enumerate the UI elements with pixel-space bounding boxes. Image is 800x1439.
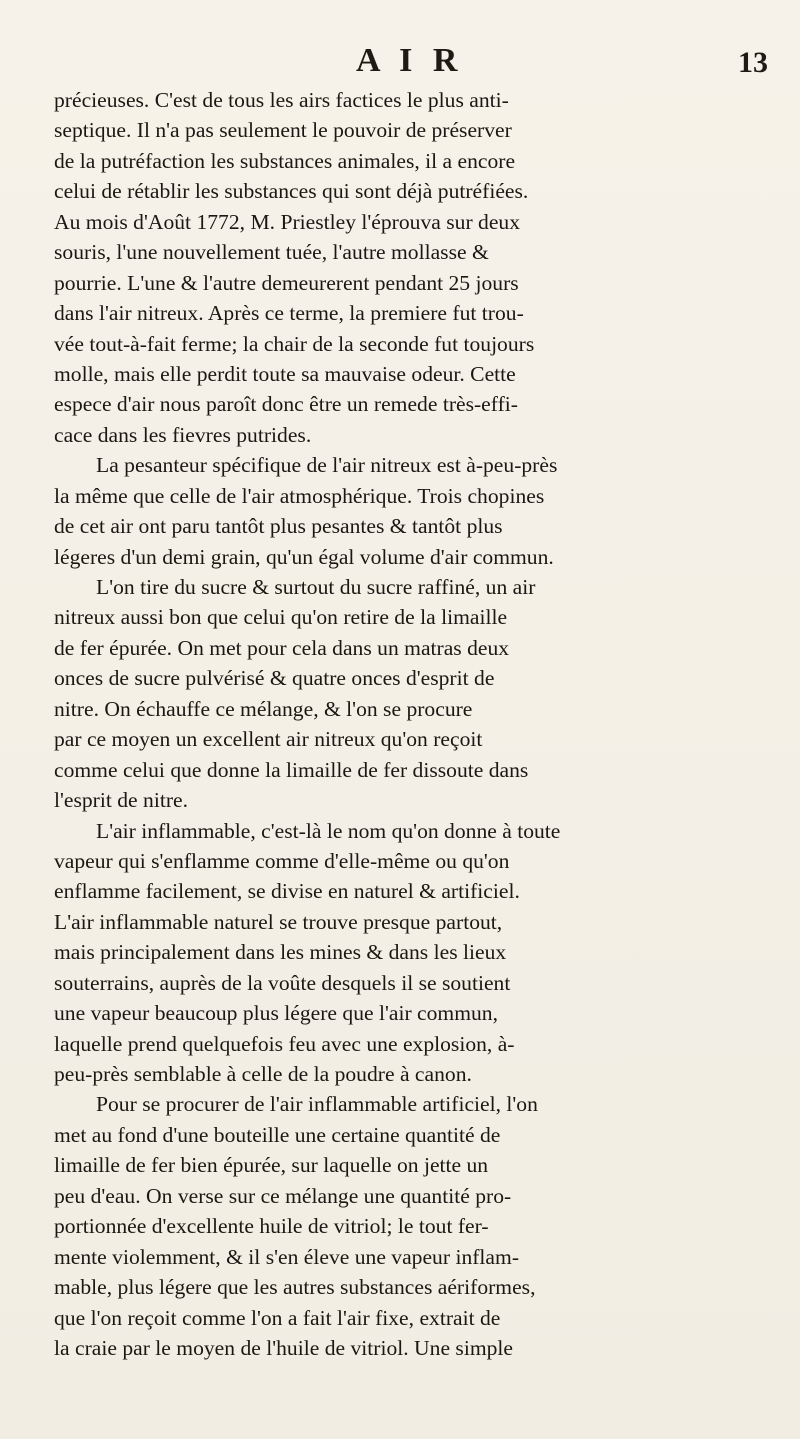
text-line: légeres d'un demi grain, qu'un égal volume d'air commun. <box>54 544 554 569</box>
text-line: pourrie. L'une & l'autre demeurerent pendant 25 jours <box>54 270 519 295</box>
text-line: la même que celle de l'air atmosphérique. Trois chopines <box>54 483 545 508</box>
paragraph-start-line: Pour se procurer de l'air inflammable artificiel, l'on <box>96 1092 538 1117</box>
text-line: met au fond d'une bouteille une certaine quantité de <box>54 1122 501 1147</box>
text-line: par ce moyen un excellent air nitreux qu'on reçoit <box>54 727 483 752</box>
text-line: souterrains, auprès de la voûte desquels il se soutient <box>54 970 511 995</box>
text-line: précieuses. C'est de tous les airs factices le plus anti- <box>54 88 509 112</box>
text-line: peu-près semblable à celle de la poudre à canon. <box>54 1062 472 1086</box>
body-text <box>54 85 766 1363</box>
text-line: dans l'air nitreux. Après ce terme, la premiere fut trou- <box>54 301 524 326</box>
text-line: Au mois d'Août 1772, M. Priestley l'éprouva sur deux <box>54 209 521 234</box>
text-line: de fer épurée. On met pour cela dans un matras deux <box>54 635 510 660</box>
text-line: de cet air ont paru tantôt plus pesantes & tantôt plus <box>54 514 503 539</box>
text-line: nitreux aussi bon que celui qu'on retire de la limaille <box>54 605 508 630</box>
text-line: celui de rétablir les substances qui sont déjà putréfiées. <box>54 179 529 204</box>
running-title: A I R <box>356 42 464 79</box>
text-line: mente violemment, & il s'en éleve une vapeur inflam- <box>54 1244 520 1269</box>
text-line: que l'on reçoit comme l'on a fait l'air fixe, extrait de <box>54 1305 501 1330</box>
text-line: l'esprit de nitre. <box>54 788 189 813</box>
running-head <box>0 42 800 82</box>
text-line: onces de sucre pulvérisé & quatre onces d'esprit de <box>54 666 495 691</box>
text-line: limaille de fer bien épurée, sur laquelle on jette un <box>54 1153 489 1178</box>
text-line: la craie par le moyen de l'huile de vitriol. Une simple <box>54 1335 514 1360</box>
text-line: septique. Il n'a pas seulement le pouvoir de préserver <box>54 118 512 143</box>
page-number: 13 <box>738 46 768 79</box>
text-line: laquelle prend quelquefois feu avec une explosion, à- <box>54 1031 515 1056</box>
text-line: molle, mais elle perdit toute sa mauvaise odeur. Cette <box>54 361 516 386</box>
text-line: espece d'air nous paroît donc être un remede très-effi- <box>54 392 518 417</box>
text-line: souris, l'une nouvellement tuée, l'autre mollasse & <box>54 240 489 265</box>
text-line: portionnée d'excellente huile de vitriol; le tout fer- <box>54 1214 489 1239</box>
text-line: peu d'eau. On verse sur ce mélange une quantité pro- <box>54 1183 512 1208</box>
text-line: enflamme facilement, se divise en naturel & artificiel. <box>54 879 520 904</box>
text-line: nitre. On échauffe ce mélange, & l'on se procure <box>54 696 473 721</box>
text-line: de la putréfaction les substances animales, il a encore <box>54 148 516 173</box>
paragraph-start-line: L'on tire du sucre & surtout du sucre raffiné, un air <box>96 575 536 599</box>
text-line: mable, plus légere que les autres substances aériformes, <box>54 1275 536 1300</box>
paragraph-start-line: L'air inflammable, c'est-là le nom qu'on donne à toute <box>96 818 561 843</box>
text-line: une vapeur beaucoup plus légere que l'air commun, <box>54 1001 499 1026</box>
paragraph-start-line: La pesanteur spécifique de l'air nitreux est à-peu-près <box>96 453 558 478</box>
text-line: vapeur qui s'enflamme comme d'elle-même ou qu'on <box>54 848 510 873</box>
text-line: cace dans les fievres putrides. <box>54 422 312 447</box>
text-line: comme celui que donne la limaille de fer dissoute dans <box>54 757 529 782</box>
text-line: L'air inflammable naturel se trouve presque partout, <box>54 909 503 934</box>
text-line: vée tout-à-fait ferme; la chair de la seconde fut toujours <box>54 331 535 356</box>
text-line: mais principalement dans les mines & dans les lieux <box>54 940 507 965</box>
